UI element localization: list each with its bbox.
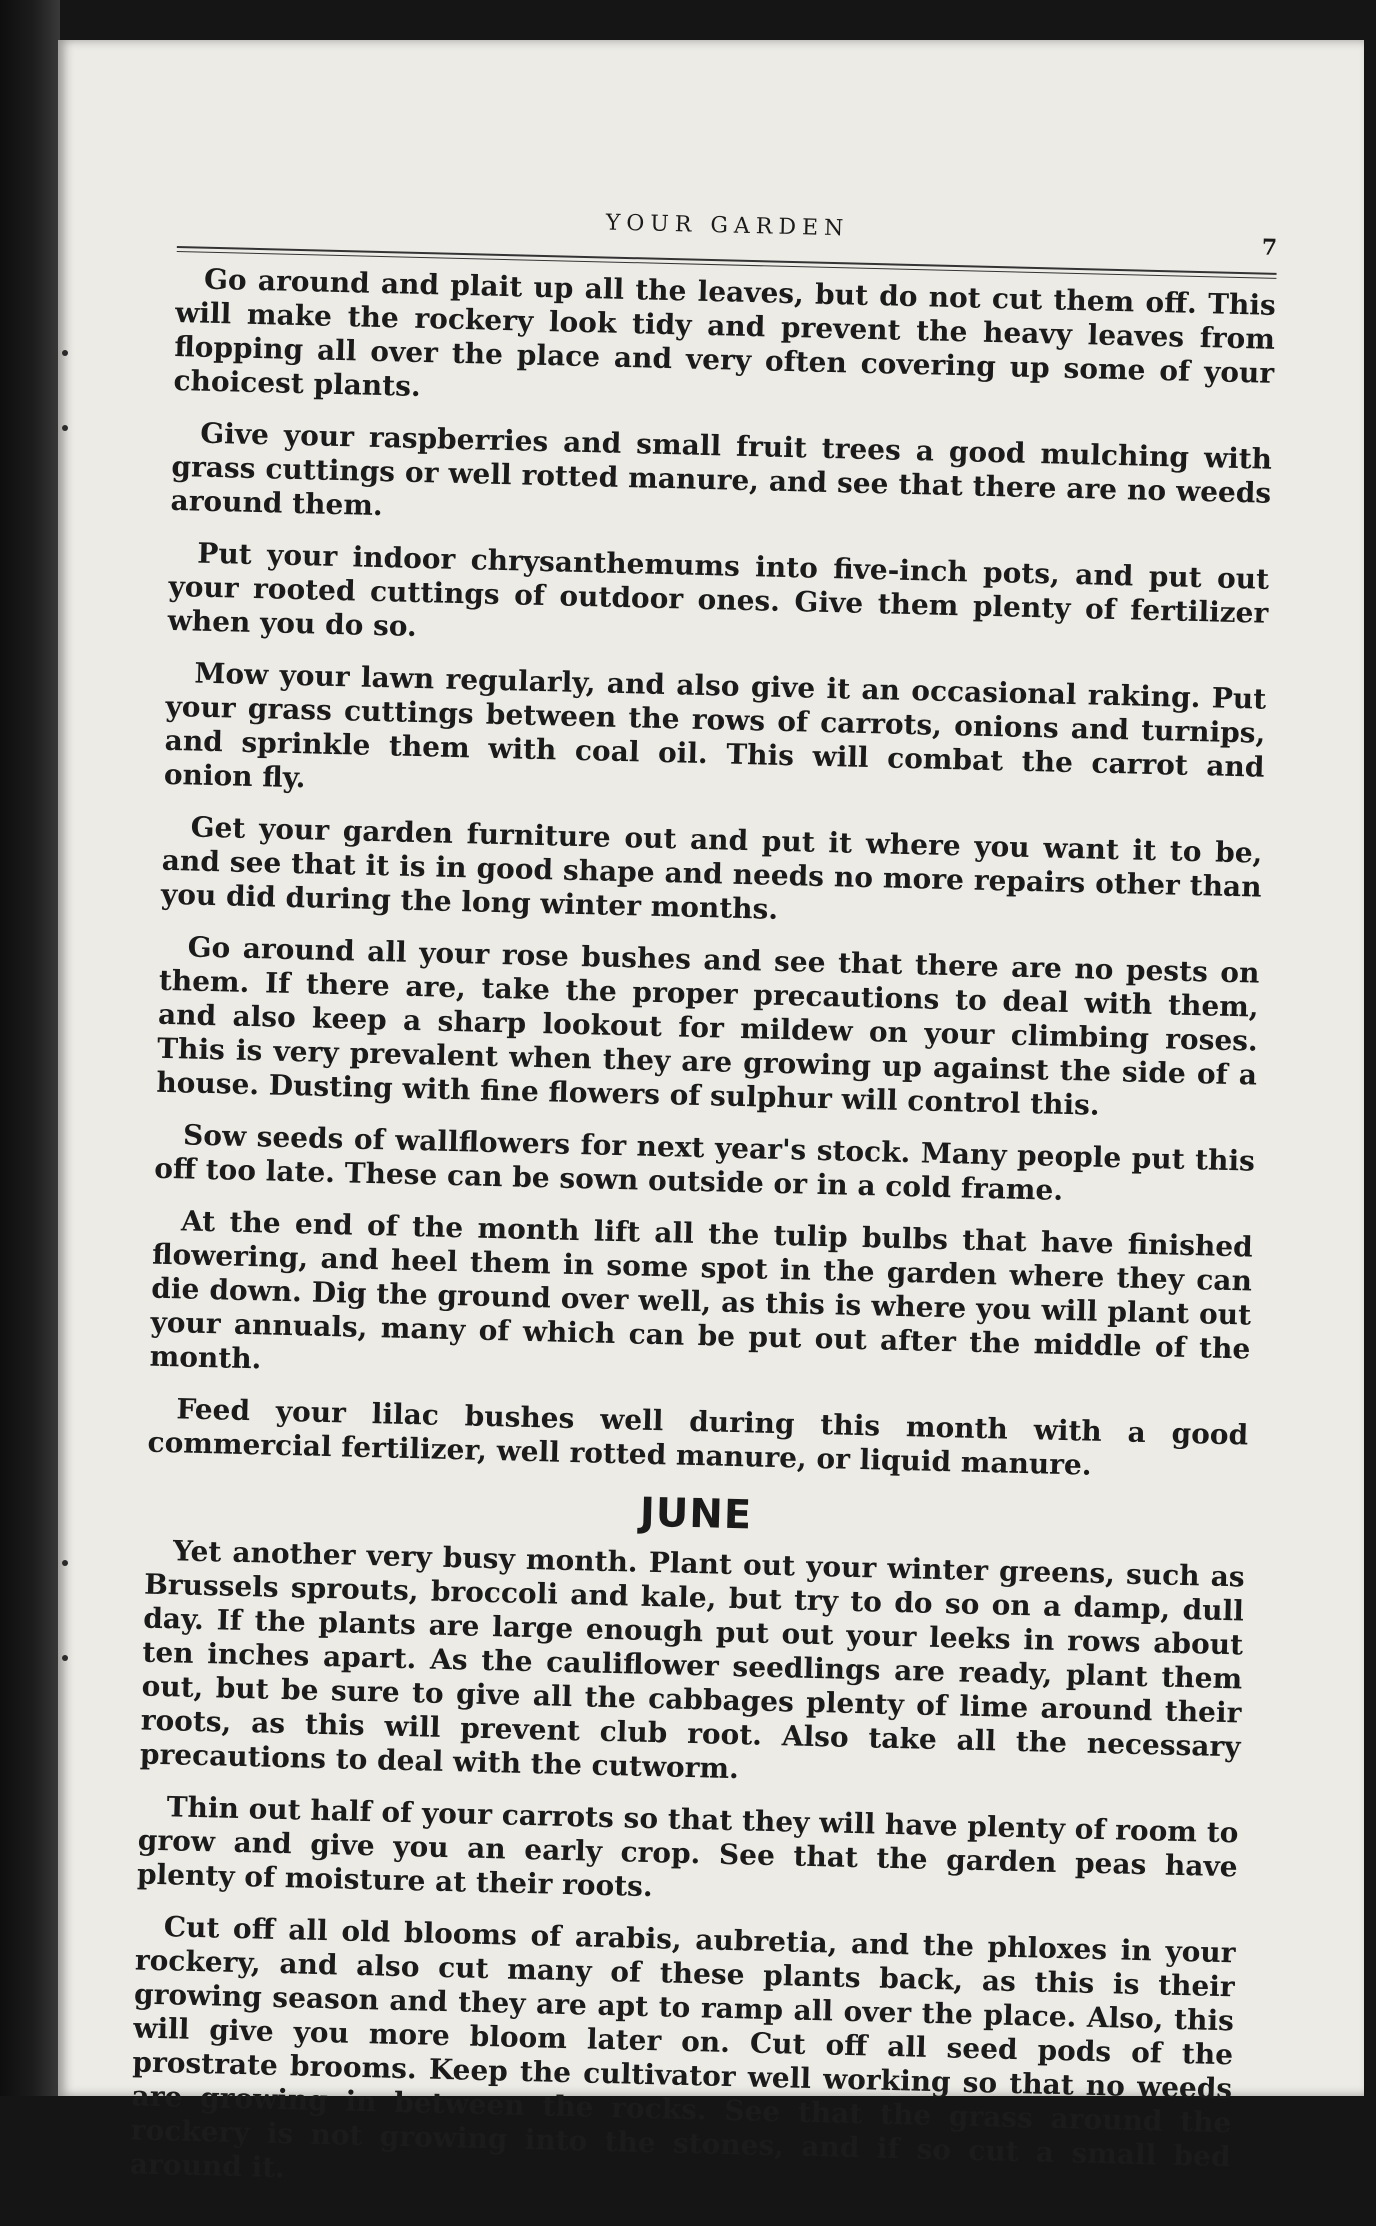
- paragraph: Mow your lawn regularly, and also give it an occasional raking. Put your grass cuttings between the rows of carrots, onions and turnips, and sprinkle them with coal oil. This will combat the carrot and onion fly.: [163, 656, 1267, 795]
- running-title: YOUR GARDEN: [605, 210, 850, 242]
- book-page: [58, 40, 1364, 2185]
- page-text-block: [129, 200, 1278, 2226]
- paragraph: Put your indoor chrysanthemums into five-inch pots, and put out your rooted cuttings of outdoor ones. Give them plenty of fertilizer when you do so.: [167, 536, 1270, 643]
- binding-thread-mark: [62, 350, 68, 356]
- binding-thread-mark: [62, 425, 68, 431]
- paragraph: At the end of the month lift all the tulip bulbs that have finished flowering, and heel them in some spot in the garden where they can die down. Dig the ground over well, as this is where you will plant out your annuals, many of which can be put out after the middle of the month.: [149, 1204, 1254, 1376]
- section-heading-june: JUNE: [639, 1489, 753, 1539]
- facing-page-edge: [0, 0, 60, 2096]
- binding-thread-mark: [62, 1655, 68, 1661]
- page-number: 7: [1261, 234, 1278, 261]
- paragraph: Yet another very busy month. Plant out your winter greens, such as Brussels sprouts, broccoli and kale, but try to do so on a damp, dull day. If the plants are large enough put out your leeks in rows about ten inches apart. As the cauliflower seedlings are ready, plant them out, but be sure to give all the cabbages plenty of lime around their roots, as this will prevent club root. Also take all the necessary precautions to deal with the cutworm.: [139, 1534, 1246, 1786]
- paragraph: Thin out half of your carrots so that they will have plenty of room to grow and give you an early crop. See that the garden peas have plenty of moisture at their roots.: [136, 1790, 1239, 1904]
- paragraph: Sow seeds of wallflowers for next year's stock. Many people put this off too late. These can be sown outside or in a cold frame.: [153, 1118, 1256, 1207]
- paragraph: Feed your lilac bushes well during this month with a good commercial fertilizer, well rotted manure, or liquid manure.: [147, 1392, 1249, 1482]
- paragraph: Get your garden furniture out and put it where you want it to be, and see that it is in good shape and needs no more repairs other than you did during the long winter months.: [160, 810, 1263, 926]
- paragraph: Go around and plait up all the leaves, but do not cut them off. This will make the rockery look tidy and prevent the heavy leaves from flopping all over the place and very often covering up some of your choicest plants.: [173, 262, 1277, 403]
- binding-thread-mark: [62, 1560, 68, 1566]
- paragraph: Cut off all old blooms of arabis, aubretia, and the phloxes in your rockery, and also cut many of these plants back, as this is their growing season and they are apt to ramp all over the place. Also, this will give you more bloom later on. Cut off all seed pods of the prostrate brooms. Keep the cultivator well working so that no weeds are growing in between the rocks. See that the grass around the rockery is not growing into the stones, and if so cut a small bed around it.: [129, 1910, 1236, 2185]
- paragraph: Give your raspberries and small fruit trees a good mulching with grass cuttings or well rotted manure, and see that there are no weeds around them.: [170, 416, 1273, 523]
- paragraph: Go around all your rose bushes and see that there are no pests on them. If there are, take the proper precautions to deal with them, and also keep a sharp lookout for mildew on your climbing roses. This is very prevalent when they are growing up against the side of a house. Dusting with fine flowers of sulphur will control this.: [156, 930, 1260, 1122]
